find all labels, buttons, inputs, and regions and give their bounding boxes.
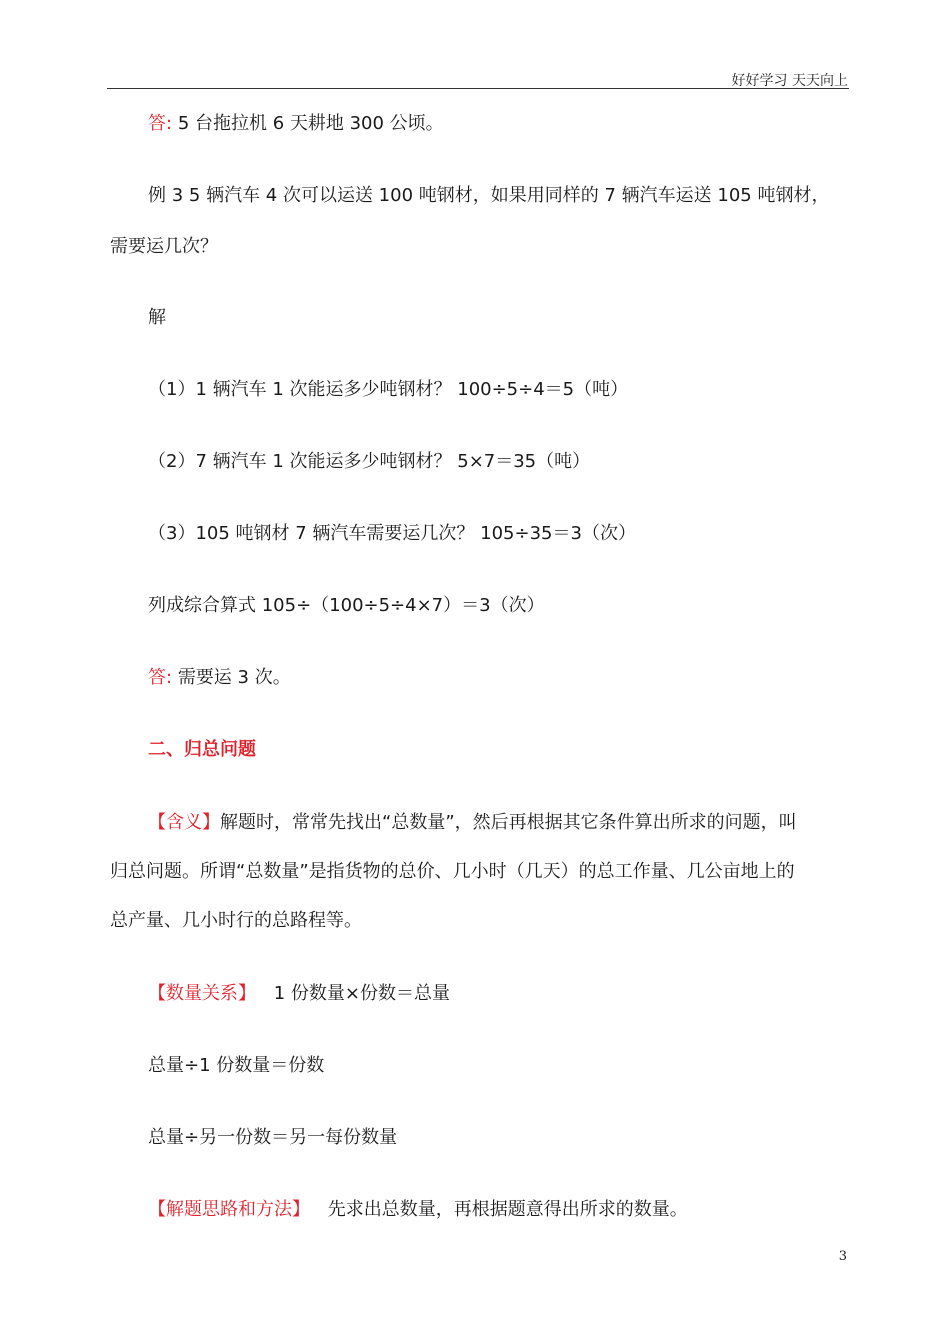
page-number: 3 — [838, 1249, 847, 1264]
solution-step-3: （3）105 吨钢材 7 辆汽车需要运几次？ 105÷35＝3（次） — [148, 523, 636, 544]
solution-label: 解 — [148, 307, 166, 328]
header-divider — [107, 88, 849, 89]
solution-step-2: （2）7 辆汽车 1 次能运多少吨钢材？ 5×7＝35（吨） — [148, 451, 591, 472]
method-label: 【解题思路和方法】 — [148, 1199, 310, 1220]
meaning-text: 解题时，常常先找出“总数量”，然后再根据其它条件算出所求的问题，叫 — [220, 812, 797, 833]
meaning-line-1 — [148, 811, 797, 835]
relation-line-1 — [148, 982, 450, 1006]
answer-colon: : — [166, 113, 173, 134]
meaning-label: 【含义】 — [148, 812, 220, 833]
section-title: 二、归总问题 — [148, 739, 256, 760]
relation-formula-3: 总量÷另一份数＝另一每份数量 — [148, 1127, 398, 1148]
answer-text: 5 台拖拉机 6 天耕地 300 公顷。 — [177, 113, 444, 134]
answer-2 — [148, 666, 291, 690]
meaning-line-2: 归总问题。所谓“总数量”是指货物的总价、几小时（几天）的总工作量、几公亩地上的 — [110, 861, 795, 882]
example-3-line-2: 需要运几次？ — [110, 236, 218, 257]
solution-step-1: （1）1 辆汽车 1 次能运多少吨钢材？ 100÷5÷4＝5（吨） — [148, 379, 629, 400]
page-header: 好好学习 天天向上 — [731, 73, 848, 89]
answer-1 — [148, 112, 444, 136]
method-line — [148, 1198, 688, 1222]
answer-colon: : — [166, 667, 173, 688]
relation-formula-1: 1 份数量×份数＝总量 — [273, 983, 450, 1004]
relation-formula-2: 总量÷1 份数量＝份数 — [148, 1055, 325, 1076]
example-3-line-1: 例 3 5 辆汽车 4 次可以运送 100 吨钢材，如果用同样的 7 辆汽车运送 105 吨钢材， — [148, 185, 830, 206]
meaning-line-3: 总产量、几小时行的总路程等。 — [110, 910, 362, 931]
method-text: 先求出总数量，再根据题意得出所求的数量。 — [327, 1199, 688, 1220]
relation-label: 【数量关系】 — [148, 983, 256, 1004]
combined-formula: 列成综合算式 105÷（100÷5÷4×7）＝3（次） — [148, 595, 545, 616]
answer-label: 答 — [148, 113, 166, 134]
answer-text: 需要运 3 次。 — [177, 667, 291, 688]
answer-label: 答 — [148, 667, 166, 688]
